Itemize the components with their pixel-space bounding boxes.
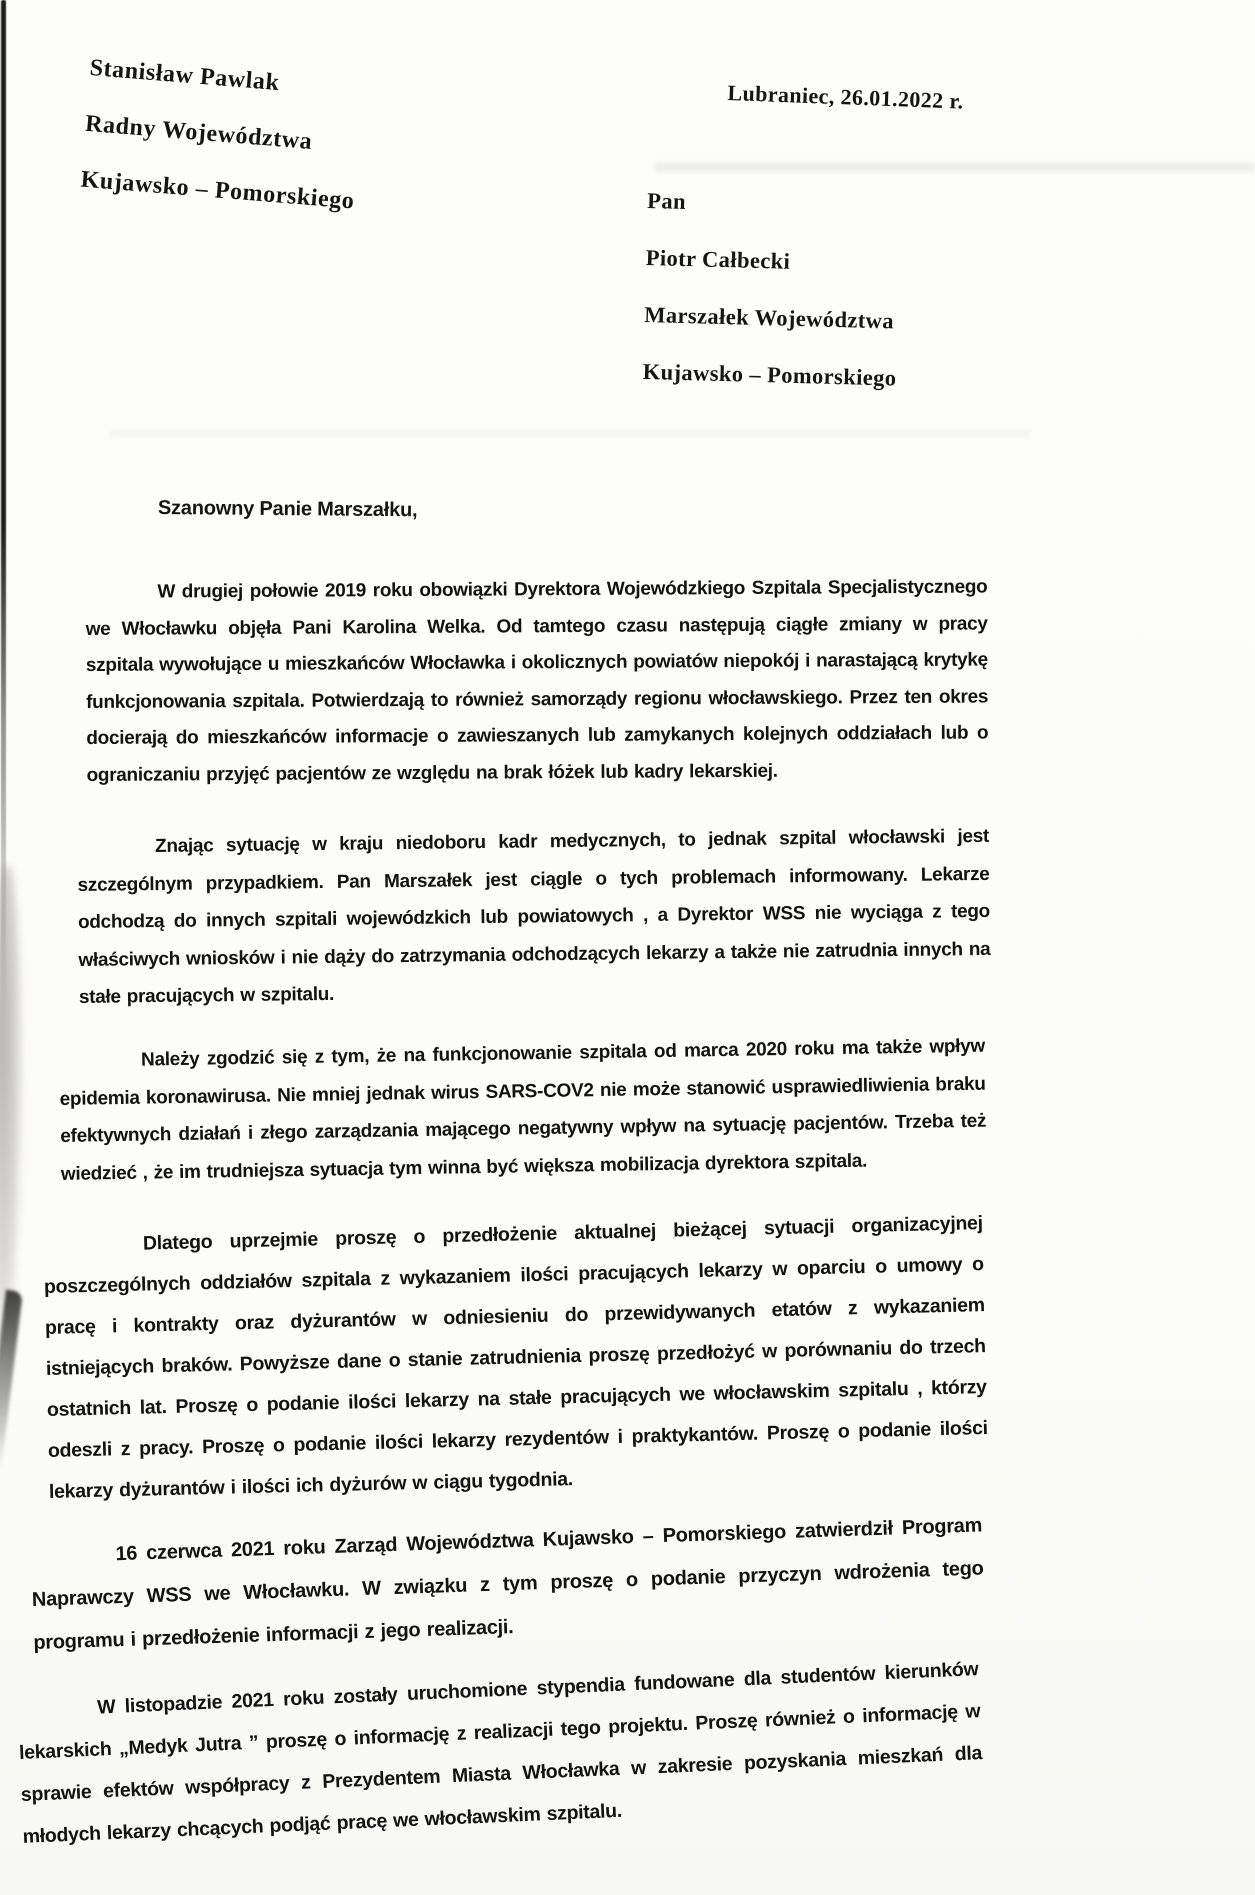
salutation: Szanowny Panie Marszałku, <box>157 497 418 522</box>
scan-edge-smudge-artifact <box>0 866 22 1346</box>
scan-streak-artifact <box>655 163 1255 172</box>
scan-edge-blob-artifact <box>0 1290 23 1471</box>
scan-edge-line-artifact <box>1 0 6 1010</box>
recipient-honorific: Pan <box>646 187 687 214</box>
paragraph-2: Znając sytuację w kraju niedoboru kadr medycznych, to jednak szpital włocławski jest szczególnym przypadkiem. Pan Marszałek jest ciągle o tych problemach informowany. Lekarze odchodzą do innych szpitali wojewódzkich lub powiatowych , a Dyrektor WSS nie wyciąga z tego właściwych wniosków i nie dąży do zatrzymania odchodzących lekarzy a także nie zatrudnia innych na stałe pracujących w szpitalu. <box>77 825 991 1008</box>
paragraph-4: Dlatego uprzejmie proszę o przedłożenie aktualnej bieżącej sytuacji organizacyjnej poszczególnych oddziałów szpitala z wykazaniem ilości pracujących lekarzy w oparciu o umowy o pracę i kontrakty oraz dyżurantów w odniesieniu do przewidywanych etatów z wykazaniem istniejących braków. Powyższe dane o stanie zatrudnienia proszę przedłożyć w porównaniu do trzech ostatnich lat. Proszę o podanie ilości lekarzy na stałe pracujących we włocławskim szpitalu , którzy odeszli z pracy. Proszę o podanie ilości lekarzy rezydentów i praktykantów. Proszę o podanie ilości lekarzy dyżurantów i ilości ich dyżurów w ciągu tygodnia. <box>43 1211 988 1503</box>
letter-date: Lubraniec, 26.01.2022 r. <box>727 80 964 114</box>
sender-name: Stanisław Pawlak <box>88 54 281 97</box>
recipient-name: Piotr Całbecki <box>645 244 791 274</box>
recipient-block <box>642 172 902 407</box>
recipient-region: Kujawsko – Pomorskiego <box>642 358 897 391</box>
sender-title: Radny Województwa <box>84 110 314 155</box>
sender-block <box>79 40 366 229</box>
scan-streak-artifact <box>110 430 1030 437</box>
paragraph-6: W listopadzie 2021 roku zostały uruchomione stypendia fundowane dla studentów kierunków lekarskich „Medyk Jutra ” proszę o informację z realizacji tego projektu. Proszę również o informację w sprawie efektów współpracy z Prezydentem Miasta Włocławka w zakresie pozyskania mieszkań dla młodych lekarzy chcących podjąć pracę we włocławskim szpitalu. <box>18 1657 983 1848</box>
sender-region: Kujawsko – Pomorskiego <box>79 166 356 215</box>
paragraph-5: 16 czerwca 2021 roku Zarząd Województwa Kujawsko – Pomorskiego zatwierdził Program Naprawczy WSS we Włocławku. W związku z tym proszę o podanie przyczyn wdrożenia tego programu i przedłożenie informacji z jego realizacji. <box>31 1514 984 1654</box>
paragraph-3: Należy zgodzić się z tym, że na funkcjonowanie szpitala od marca 2020 roku ma także wpływ epidemia koronawirusa. Nie mniej jednak wirus SARS-COV2 nie może stanowić usprawiedliwienia braku efektywnych działań i złego zarządzania mającego negatywny wpływ na sytuację pacjentów. Trzeba też wiedzieć , że im trudniejsza sytuacja tym winna być większa mobilizacja dyrektora szpitala. <box>59 1035 987 1185</box>
recipient-title: Marszałek Województwa <box>643 301 895 334</box>
paragraph-1: W drugiej połowie 2019 roku obowiązki Dyrektora Wojewódzkiego Szpitala Specjalistycznego we Włocławku objęła Pani Karolina Welka. Od tamtego czasu następują ciągłe zmiany w pracy szpitala wywołujące u mieszkańców Włocławka i okolicznych powiatów niepokój i narastającą krytykę funkcjonowania szpitala. Potwierdzają to również samorządy regionu włocławskiego. Przez ten okres docierają do mieszkańców informacje o zawieszanych lub zamykanych kolejnych oddziałach lub o ograniczaniu przyjęć pacjentów ze względu na brak łóżek lub kadry lekarskiej. <box>85 576 989 786</box>
